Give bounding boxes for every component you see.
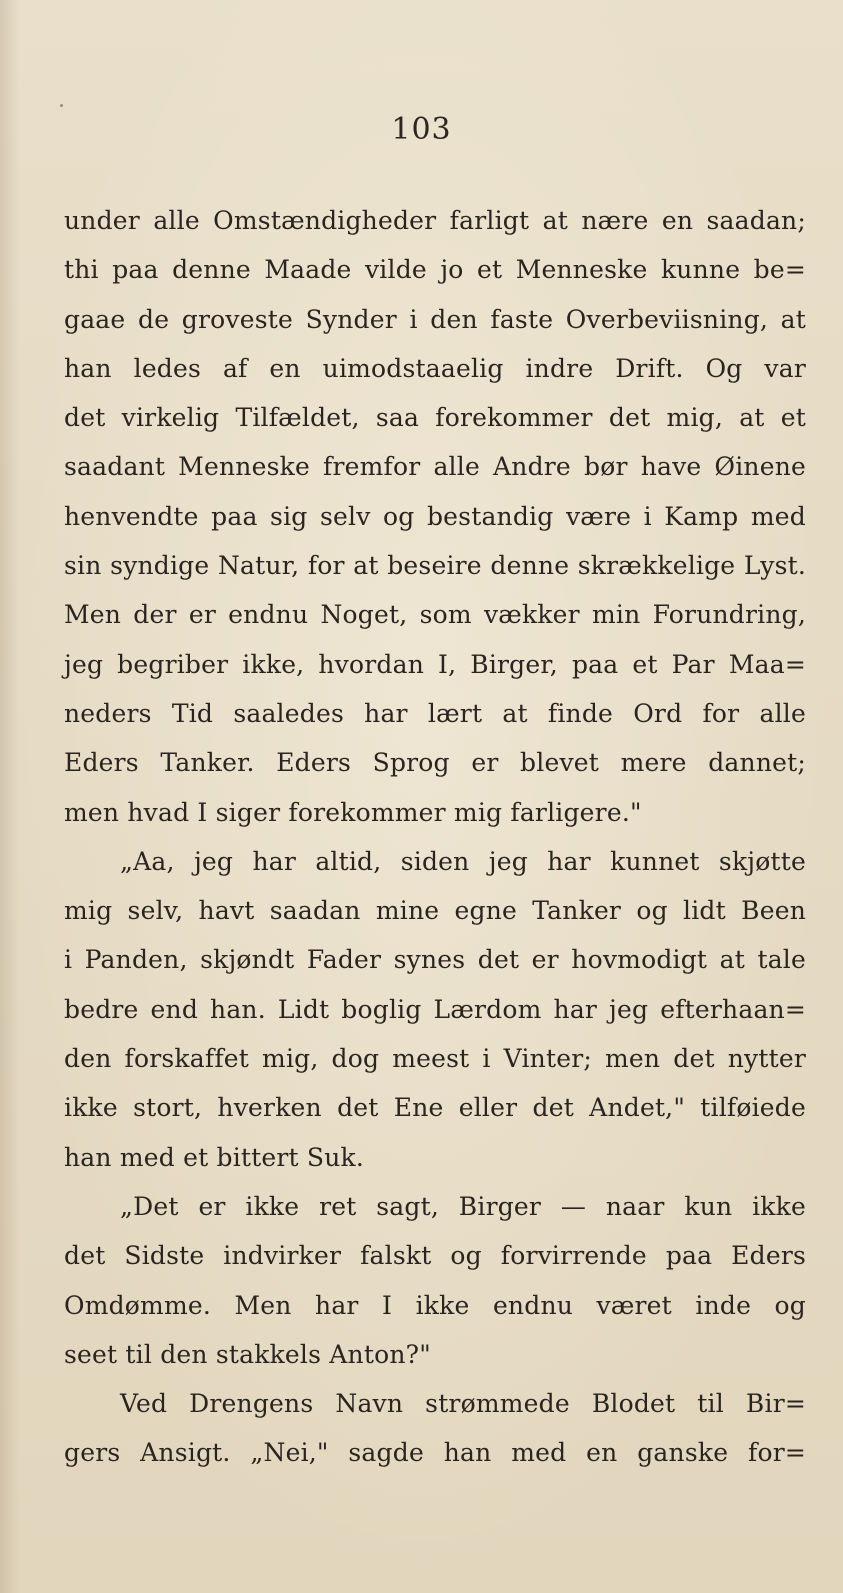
text-line: Men der er endnu Noget, som vækker min Forundring,: [64, 600, 806, 630]
paper-speck: [60, 104, 63, 107]
body-text: [64, 196, 806, 1478]
text-line: sin syndige Natur, for at beseire denne skrækkelige Lyst.: [64, 551, 806, 581]
page-edge-shadow: [0, 0, 20, 1593]
text-line: neders Tid saaledes har lært at finde Ord for alle: [64, 698, 806, 728]
page-number: 103: [391, 112, 452, 147]
text-line: jeg begriber ikke, hvordan I, Birger, paa et Par Maa=: [64, 649, 806, 679]
text-line: i Panden, skjøndt Fader synes det er hovmodigt at tale: [64, 945, 806, 975]
text-line: ikke stort, hverken det Ene eller det Andet," tilføiede: [64, 1093, 806, 1123]
text-line: det Sidste indvirker falskt og forvirrende paa Eders: [64, 1241, 806, 1271]
text-line: Ved Drengens Navn strømmede Blodet til Bir=: [120, 1389, 806, 1419]
text-line: mig selv, havt saadan mine egne Tanker og lidt Been: [64, 896, 806, 926]
text-line: „Det er ikke ret sagt, Birger — naar kun ikke: [120, 1191, 806, 1221]
text-line: saadant Menneske fremfor alle Andre bør have Øinene: [64, 452, 806, 482]
text-line: det virkelig Tilfældet, saa forekommer det mig, at et: [64, 403, 806, 433]
text-line: gaae de groveste Synder i den faste Overbeviisning, at: [64, 304, 806, 334]
text-line: under alle Omstændigheder farligt at nære en saadan;: [64, 206, 806, 235]
text-line: Omdømme. Men har I ikke endnu været inde og: [64, 1290, 806, 1320]
text-line: thi paa denne Maade vilde jo et Menneske kunne be=: [64, 255, 806, 285]
text-line: henvendte paa sig selv og bestandig være i Kamp med: [64, 501, 806, 531]
text-line: Eders Tanker. Eders Sprog er blevet mere dannet;: [64, 748, 806, 778]
text-line: den forskaffet mig, dog meest i Vinter; men det nytter: [64, 1044, 806, 1074]
text-line: seet til den stakkels Anton?": [64, 1339, 431, 1369]
text-line: „Aa, jeg har altid, siden jeg har kunnet skjøtte: [120, 846, 806, 876]
text-line: han ledes af en uimodstaaelig indre Drift. Og var: [64, 353, 806, 383]
text-line: han med et bittert Suk.: [64, 1142, 365, 1172]
text-line: gers Ansigt. „Nei," sagde han med en ganske for=: [64, 1438, 806, 1468]
text-line: bedre end han. Lidt boglig Lærdom har jeg efterhaan=: [64, 994, 806, 1024]
text-line: men hvad I siger forekommer mig farligere.": [64, 797, 642, 827]
